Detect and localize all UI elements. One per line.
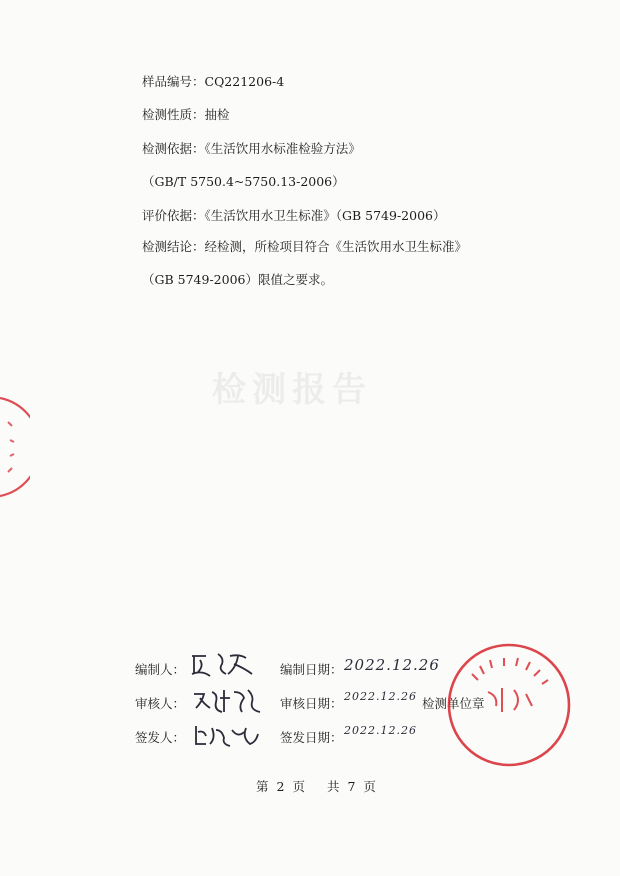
official-seal-stamp [444, 640, 574, 770]
test-conclusion: 检测结论：经检测，所检项目符合《生活饮用水卫生标准》 [142, 239, 468, 254]
reviewer-signature [190, 684, 270, 716]
footer-total-unit: 页 [363, 779, 376, 794]
test-basis: 检测依据：《生活饮用水标准检验方法》 [142, 141, 361, 156]
footer-page-prefix: 第 [256, 779, 269, 794]
sample-number: 样品编号：CQ221206-4 [142, 74, 285, 89]
footer-total-number: 7 [347, 779, 356, 794]
compiler-label: 编制人： [135, 662, 186, 677]
review-date-label: 审核日期： [280, 696, 343, 711]
bleed-through-title: 检测报告 [212, 370, 372, 410]
approver-signature [190, 720, 270, 750]
evaluation-basis: 评价依据：《生活饮用水卫生标准》（GB 5749-2006） [142, 208, 446, 223]
footer-total-prefix: 共 [326, 779, 340, 794]
footer-page-unit: 页 [292, 779, 305, 794]
approve-date: 2022.12.26 [344, 724, 417, 737]
footer-page-number: 2 [276, 779, 285, 794]
review-date: 2022.12.26 [344, 690, 417, 703]
page-footer [256, 777, 380, 795]
compile-date-label: 编制日期： [280, 662, 343, 677]
unit-seal-label: 检测单位章 [422, 696, 485, 711]
test-nature: 检测性质：抽检 [142, 107, 230, 122]
approve-date-label: 签发日期： [280, 730, 343, 745]
approver-label: 签发人： [135, 730, 186, 745]
compiler-signature [188, 648, 268, 678]
reviewer-label: 审核人： [135, 696, 186, 711]
test-conclusion-cont: （GB 5749-2006）限值之要求。 [142, 272, 333, 287]
partial-seal-stamp [0, 392, 30, 502]
test-basis-standard: （GB/T 5750.4~5750.13-2006） [142, 174, 345, 189]
compile-date: 2022.12.26 [344, 656, 440, 674]
